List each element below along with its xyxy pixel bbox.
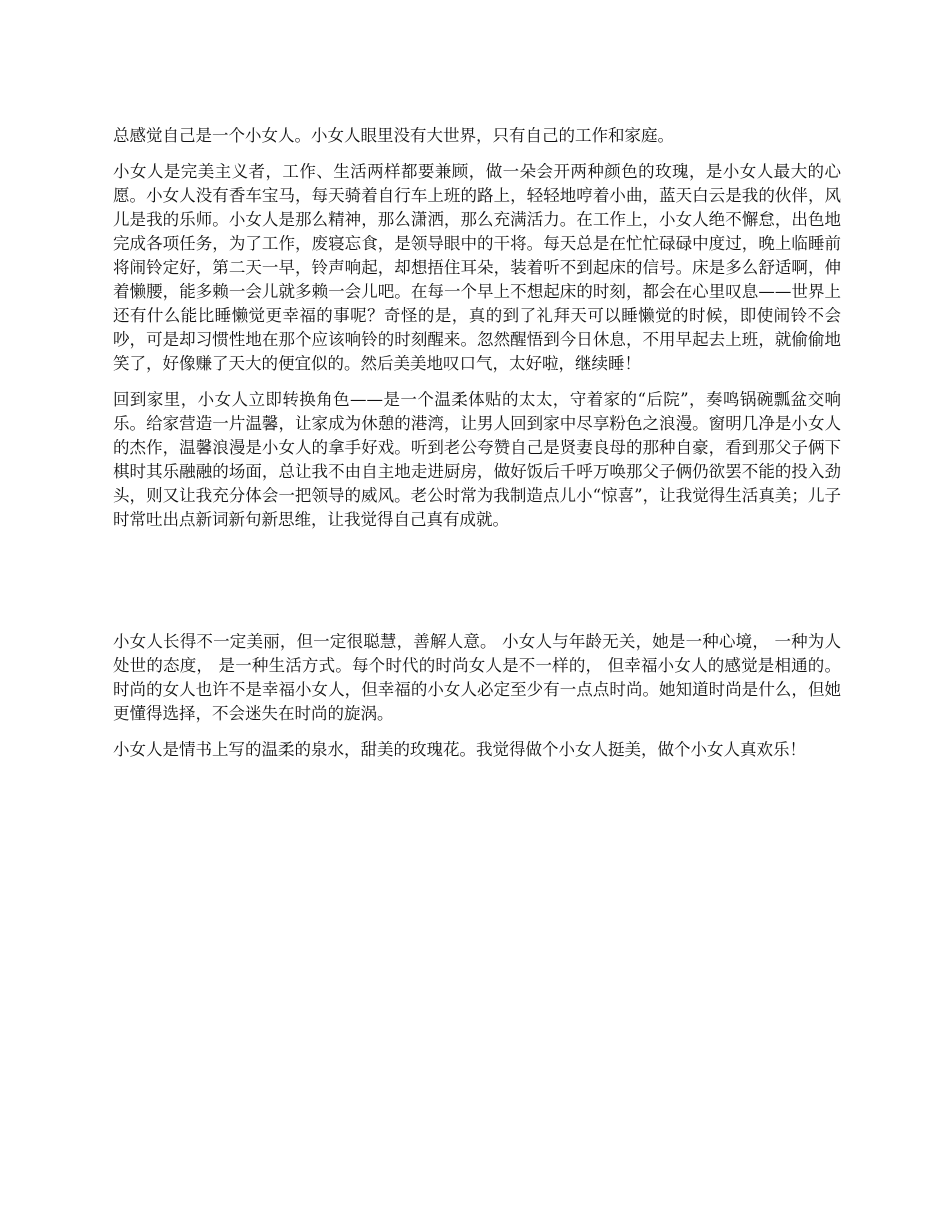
paragraph-closing: 小女人是情书上写的温柔的泉水，甜美的玫瑰花。我觉得做个小女人挺美，做个小女人真欢乐！ (113, 740, 806, 759)
paragraph-intro: 总感觉自己是一个小女人。小女人眼里没有大世界，只有自己的工作和家庭。 (113, 126, 674, 145)
text-block-top (113, 124, 841, 544)
text-block-bottom (113, 630, 841, 774)
paragraph-wisdom: 小女人长得不一定美丽，但一定很聪慧，善解人意。 小女人与年龄无关，她是一种心境， 一种为人处世的态度， 是一种生活方式。每个时代的时尚女人是不一样的， 但幸福小女人的感觉是相通的。时尚的女人也许不是幸福小女人，但幸福的小女人必定至少有一点点时尚。她知道时尚是什么，但她更懂得选择，不会迷失在时尚的旋涡。 (113, 632, 841, 723)
paragraph-work-life: 小女人是完美主义者，工作、生活两样都要兼顾，做一朵会开两种颜色的玫瑰，是小女人最大的心愿。小女人没有香车宝马，每天骑着自行车上班的路上，轻轻地哼着小曲，蓝天白云是我的伙伴，风儿是我的乐师。小女人是那么精神，那么潇洒，那么充满活力。在工作上，小女人绝不懈怠，出色地完成各项任务，为了工作，废寝忘食，是领导眼中的干将。每天总是在忙忙碌碌中度过，晚上临睡前将闹铃定好，第二天一早，铃声响起，却想捂住耳朵，装着听不到起床的信号。床是多么舒适啊，伸着懒腰，能多赖一会儿就多赖一会儿吧。在每一个早上不想起床的时刻，都会在心里叹息——世界上还有什么能比睡懒觉更幸福的事呢？奇怪的是，真的到了礼拜天可以睡懒觉的时候，即使闹铃不会吵，可是却习惯性地在那个应该响铃的时刻醒来。忽然醒悟到今日休息，不用早起去上班，就偷偷地笑了，好像赚了天大的便宜似的。然后美美地叹口气，太好啦，继续睡！ (113, 162, 841, 373)
paragraph-home: 回到家里，小女人立即转换角色——是一个温柔体贴的太太，守着家的“后院”，奏鸣锅碗瓢盆交响乐。给家营造一片温馨，让家成为休憩的港湾，让男人回到家中尽享粉色之浪漫。窗明几净是小女人的杰作，温馨浪漫是小女人的拿手好戏。听到老公夸赞自己是贤妻良母的那种自豪，看到那父子俩下棋时其乐融融的场面，总让我不由自主地走进厨房，做好饭后千呼万唤那父子俩仍欲罢不能的投入劲头，则又让我充分体会一把领导的威风。老公时常为我制造点儿小“惊喜”，让我觉得生活真美；儿子时常吐出点新词新句新思维，让我觉得自己真有成就。 (113, 390, 841, 529)
